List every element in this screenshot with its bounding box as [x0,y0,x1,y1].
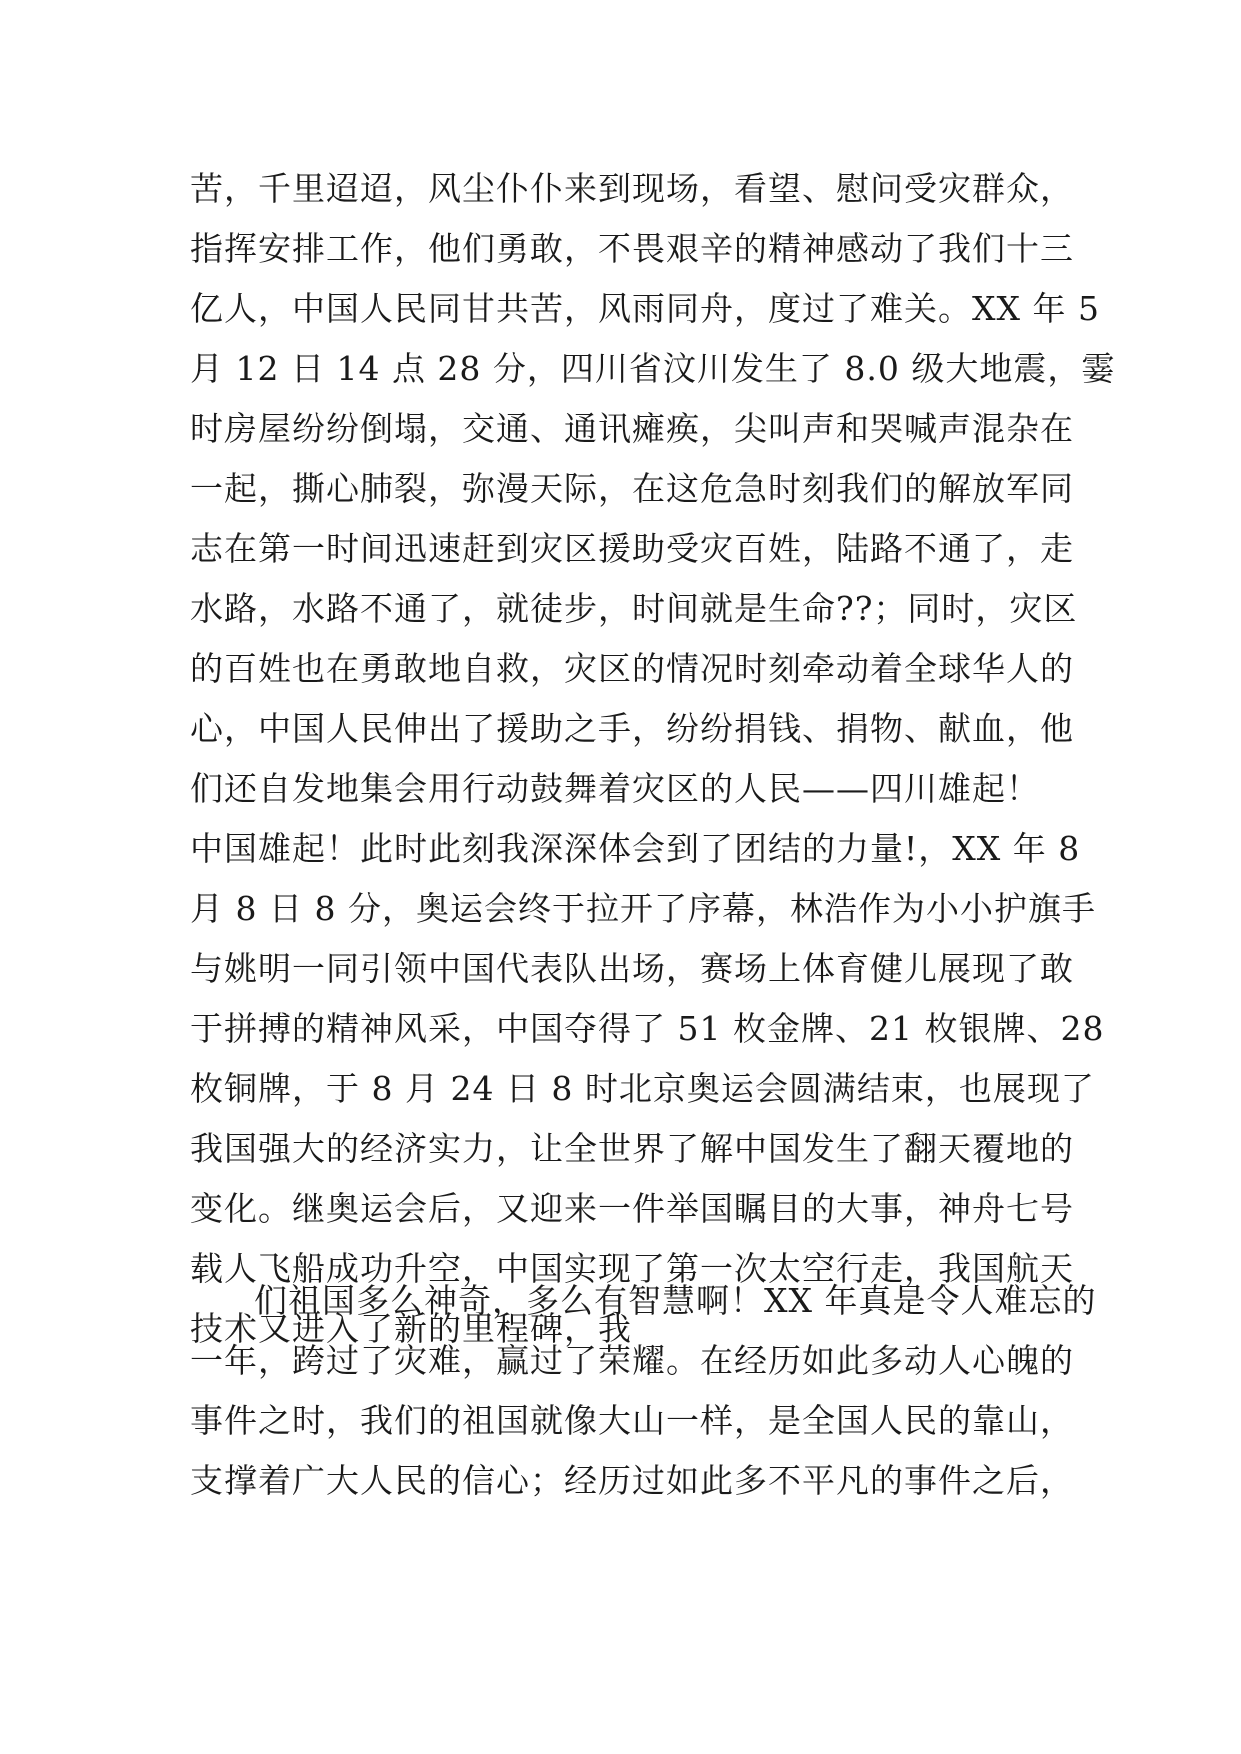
text-line: 月 8 日 8 分，奥运会终于拉开了序幕，林浩作为小小护旗手 [190,889,1096,928]
text-line: 枚铜牌，于 8 月 24 日 8 时北京奥运会圆满结束，也展现了 [190,1069,1095,1108]
text-line: 一年，跨过了灾难，赢过了荣耀。在经历如此多动人心魄的 [190,1341,1074,1380]
text-line: 苦，千里迢迢，风尘仆仆来到现场，看望、慰问受灾群众， [190,169,1074,208]
text-line: 的百姓也在勇敢地自救，灾区的情况时刻牵动着全球华人的 [190,649,1074,688]
text-line: 月 12 日 14 点 28 分，四川省汶川发生了 8.0 级大地震，霎 [190,349,1116,388]
text-line: 水路，水路不通了，就徒步，时间就是生命??；同时，灾区 [190,589,1078,628]
text-line: 于拼搏的精神风采，中国夺得了 51 枚金牌、21 枚银牌、28 [190,1009,1105,1048]
text-line: 与姚明一同引领中国代表队出场，赛场上体育健儿展现了敢 [190,949,1074,988]
text-line: 载人飞船成功升空，中国实现了第一次太空行走，我国航天 [190,1249,1074,1288]
text-line: 心，中国人民伸出了援助之手，纷纷捐钱、捐物、献血，他 [190,709,1074,748]
text-line: 支撑着广大人民的信心；经历过如此多不平凡的事件之后， [190,1461,1074,1500]
text-line: 我国强大的经济实力，让全世界了解中国发生了翻天覆地的 [190,1129,1074,1168]
text-line: 亿人，中国人民同甘共苦，风雨同舟，度过了难关。XX 年 5 [190,289,1100,328]
text-line: 们还自发地集会用行动鼓舞着灾区的人民——四川雄起！ [190,769,1040,808]
text-line: 一起，撕心肺裂，弥漫天际，在这危急时刻我们的解放军同 [190,469,1074,508]
text-line: 们祖国多么神奇，多么有智慧啊！XX 年真是令人难忘的 [254,1281,1097,1320]
text-line: 变化。继奥运会后，又迎来一件举国瞩目的大事，神舟七号 [190,1189,1074,1228]
text-line: 时房屋纷纷倒塌，交通、通讯瘫痪，尖叫声和哭喊声混杂在 [190,409,1074,448]
text-line: 事件之时，我们的祖国就像大山一样，是全国人民的靠山， [190,1401,1074,1440]
paragraph-1 [190,159,1116,1359]
text-line: 志在第一时间迅速赶到灾区援助受灾百姓，陆路不通了，走 [190,529,1074,568]
paragraph-2 [190,1271,1097,1511]
text-line: 中国雄起！此时此刻我深深体会到了团结的力量!，XX 年 8 [190,829,1081,868]
text-line: 技术又进入了新的里程碑，我 [190,1309,632,1348]
text-line: 指挥安排工作，他们勇敢，不畏艰辛的精神感动了我们十三 [190,229,1074,268]
